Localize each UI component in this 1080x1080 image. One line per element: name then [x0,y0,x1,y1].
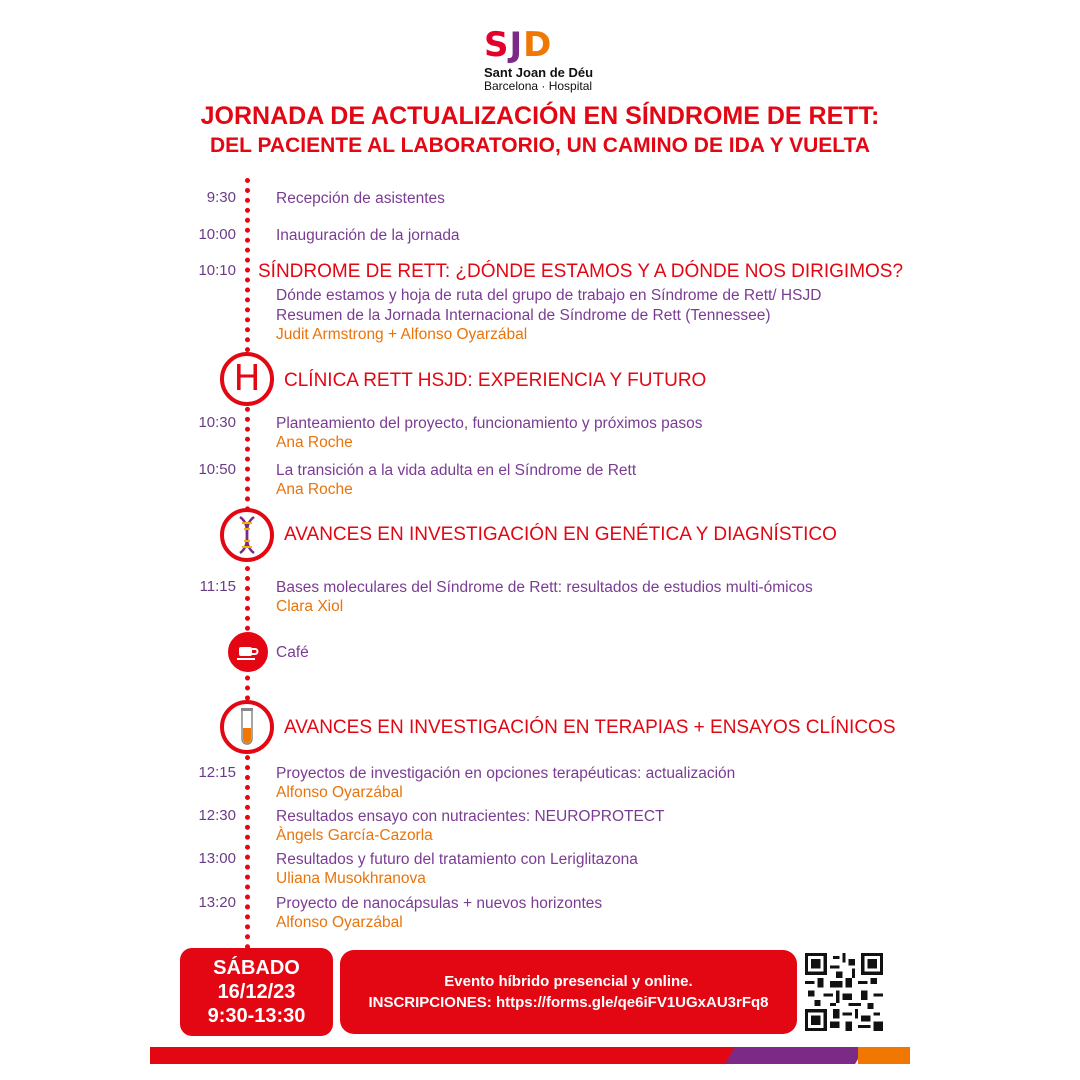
hospital-icon: H [220,352,274,406]
time-label: 10:30 [198,414,236,431]
agenda-item-title: La transición a la vida adulta en el Síndrome de Rett [276,462,637,479]
speaker-name: Clara Xiol [276,598,344,615]
qr-code[interactable] [805,953,883,1031]
footer-band-red [150,1047,740,1064]
time-label: 13:00 [198,850,236,867]
logo-mark: SJD [484,25,553,65]
coffee-break-label: Café [276,644,309,661]
event-date: 16/12/23 [217,981,296,1003]
event-format: Evento híbrido presencial y online. [444,973,693,990]
event-title: JORNADA DE ACTUALIZACIÓN EN SÍNDROME DE RETT: [200,102,880,130]
timeline-line [245,178,250,950]
coffee-cup-icon [228,632,268,672]
time-label: 13:20 [198,894,236,911]
section-heading: AVANCES EN INVESTIGACIÓN EN GENÉTICA Y DIAGNÍSTICO [284,524,837,545]
speaker-name: Àngels García-Cazorla [276,827,433,844]
speaker-name: Alfonso Oyarzábal [276,914,403,931]
speaker-name: Uliana Musokhranova [276,870,426,887]
speaker-name: Alfonso Oyarzábal [276,784,403,801]
agenda-item-title: Recepción de asistentes [276,190,445,207]
agenda-item-title: Resultados ensayo con nutracientes: NEUROPROTECT [276,808,665,825]
section-heading: CLÍNICA RETT HSJD: EXPERIENCIA Y FUTURO [284,370,707,391]
time-label: 9:30 [206,189,236,206]
test-tube-icon [220,700,274,754]
time-label: 11:15 [199,578,236,595]
agenda-item-title: Proyecto de nanocápsulas + nuevos horizontes [276,895,603,912]
agenda-item-title: Resumen de la Jornada Internacional de Síndrome de Rett (Tennessee) [276,307,771,324]
time-label: 12:30 [198,807,236,824]
hospital-logo [484,25,624,93]
speaker-name: Judit Armstrong + Alfonso Oyarzábal [276,326,528,343]
section-heading: SÍNDROME DE RETT: ¿DÓNDE ESTAMOS Y A DÓNDE NOS DIRIGIMOS? [258,261,904,282]
footer-band-purple [725,1047,865,1064]
logo-subtitle: Barcelona · Hospital [484,79,593,93]
agenda-item-title: Inauguración de la jornada [276,227,460,244]
logo-name: Sant Joan de Déu [484,65,594,80]
agenda-item-title: Resultados y futuro del tratamiento con Leriglitazona [276,851,638,868]
dna-icon [220,508,274,562]
time-label: 12:15 [198,764,236,781]
agenda-item-title: Proyectos de investigación en opciones terapéuticas: actualización [276,765,736,782]
section-heading: AVANCES EN INVESTIGACIÓN EN TERAPIAS + ENSAYOS CLÍNICOS [284,717,896,738]
agenda-item-title: Dónde estamos y hoja de ruta del grupo de trabajo en Síndrome de Rett/ HSJD [276,287,822,304]
time-label: 10:10 [198,262,236,279]
event-hours: 9:30-13:30 [207,1005,306,1027]
footer-band-orange [858,1047,910,1064]
event-subtitle: DEL PACIENTE AL LABORATORIO, UN CAMINO DE IDA Y VUELTA [210,134,870,157]
event-day: SÁBADO [213,957,300,979]
speaker-name: Ana Roche [276,481,353,498]
agenda-item-title: Planteamiento del proyecto, funcionamiento y próximos pasos [276,415,703,432]
registration-link[interactable]: INSCRIPCIONES: https://forms.gle/qe6iFV1UGxAU3rFq8 [368,994,769,1011]
time-label: 10:50 [198,461,236,478]
event-date-box [180,948,333,1036]
registration-box[interactable] [340,950,797,1034]
time-label: 10:00 [198,226,236,243]
speaker-name: Ana Roche [276,434,353,451]
agenda-item-title: Bases moleculares del Síndrome de Rett: resultados de estudios multi-ómicos [276,579,813,596]
